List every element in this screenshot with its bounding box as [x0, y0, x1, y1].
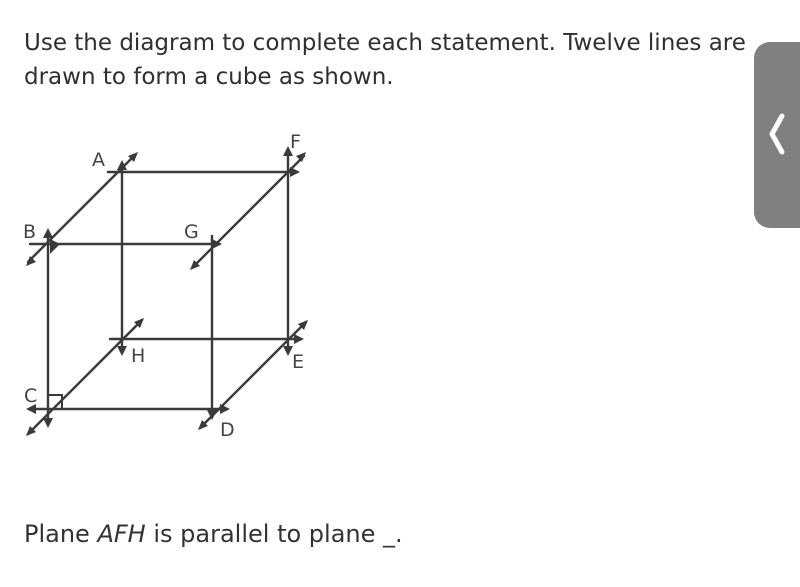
statement-middle: is parallel to plane: [145, 520, 384, 548]
label-a: A: [92, 149, 105, 171]
plane-name: AFH: [97, 520, 146, 548]
arrow-h-down: [117, 346, 127, 356]
instructions-text: Use the diagram to complete each statement. Twelve lines are drawn to form a cube as shown.: [24, 30, 746, 90]
side-panel-toggle-button[interactable]: [754, 42, 800, 228]
label-f: F: [290, 131, 301, 153]
cube-diagram: [0, 120, 340, 450]
arrow-b-right: [50, 239, 60, 254]
answer-blank[interactable]: _.: [383, 520, 403, 548]
edge-a-b: [28, 156, 134, 262]
arrow-e-right: [294, 334, 304, 344]
arrow-c-down: [43, 418, 53, 428]
label-b: B: [23, 221, 37, 243]
label-g: G: [184, 221, 199, 243]
arrow-af-right: [290, 167, 300, 177]
label-d: D: [220, 419, 235, 441]
arrow-b-up: [43, 228, 53, 238]
label-h: H: [131, 345, 146, 367]
chevron-left-icon: [764, 112, 790, 156]
label-e: E: [292, 351, 305, 373]
arrow-d-right: [220, 404, 230, 414]
edge-h-c: [28, 320, 142, 434]
question-statement: [24, 520, 403, 548]
statement-prefix: Plane: [24, 520, 98, 548]
label-c: C: [24, 385, 38, 407]
